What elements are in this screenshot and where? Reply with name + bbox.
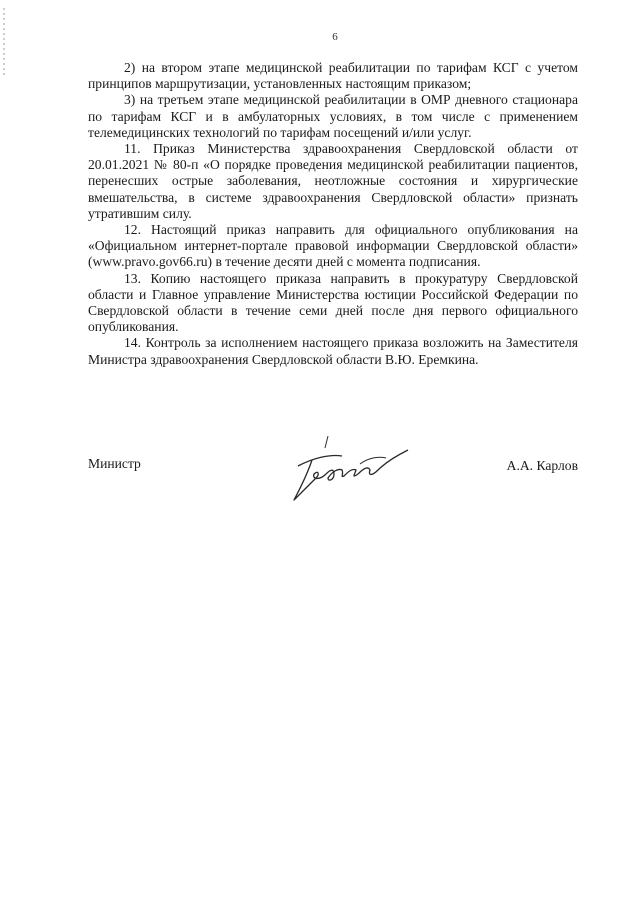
paragraph-13: 13. Копию настоящего приказа направить в прокуратуру Свердловской области и Главное управление Министерства юстиции Российской Федерации по Свердловской области в течение семи дней после дня первого официального опубликования. — [88, 270, 578, 335]
document-body — [88, 60, 578, 368]
handwritten-signature — [268, 434, 418, 514]
paragraph-14: 14. Контроль за исполнением настоящего приказа возложить на Заместителя Министра здравоохранения Свердловской области В.Ю. Еремкина. — [88, 335, 578, 367]
paragraph-stage-2: 2) на втором этапе медицинской реабилитации по тарифам КСГ с учетом принципов маршрутизации, установленных настоящим приказом; — [88, 60, 578, 92]
paragraph-11: 11. Приказ Министерства здравоохранения Свердловской области от 20.01.2021 № 80-п «О порядке проведения медицинской реабилитации пациентов, перенесших острые заболевания, неотложные состояния и хирургические вмешательства, в системе здравоохранения Свердловской области» признать утратившим силу. — [88, 141, 578, 221]
signatory-name: А.А. Карлов — [506, 458, 578, 473]
signature-block — [88, 456, 578, 516]
page-number: 6 — [332, 31, 338, 43]
paragraph-stage-3: 3) на третьем этапе медицинской реабилитации в ОМР дневного стационара по тарифам КСГ и в амбулаторных условиях, в том числе с применением телемедицинских технологий по тарифам посещений и/или услуг. — [88, 92, 578, 140]
signatory-title: Министр — [88, 456, 141, 471]
paragraph-12: 12. Настоящий приказ направить для официального опубликования на «Официальном интернет-портале правовой информации Свердловской области» (www.pravo.gov66.ru) в течение десяти дней с момента подписания. — [88, 222, 578, 270]
scan-edge-marks — [3, 8, 5, 78]
